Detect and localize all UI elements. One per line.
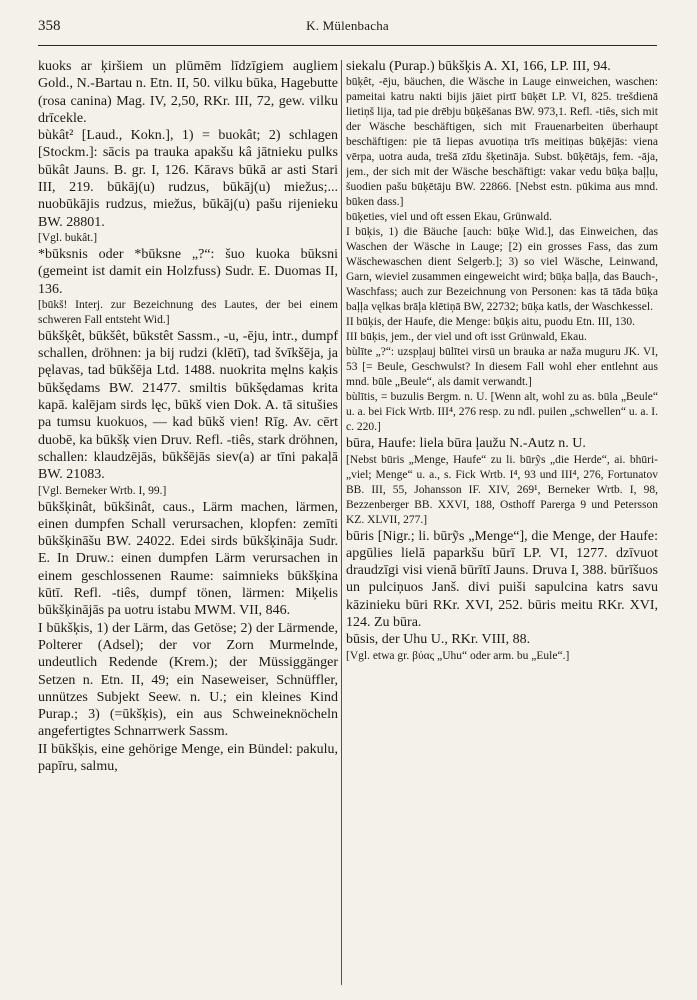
dictionary-entry: [Vgl. etwa gr. βύας „Uhu“ oder arm. bu „Eule“.] (346, 649, 570, 662)
dictionary-entry: [Vgl. Berneker Wrtb. I, 99.] (38, 484, 167, 497)
dictionary-entry: būķêt, -ēju, bäuchen, die Wäsche in Lauge einweichen, waschen: pameitai katru nakti bijis jāiet pirtī būķēt LP. VI, 825. trešdienā lietiņš lija, tad pie drēbju būķēšanas BW. 973,1. Refl. -tiês, sich mit der Wäsche beschäftigen, sich mit Frauenarbeiten überhaupt beschäftigen: pie tā liepas avuotiņa trīs meitiņas būķējās: viena vērpa, uotra auda, trešā zīdu šķetināja. Subst. būķētājs, fem. -āja, jem., der sich mit der Wäsche beschäftigt: vakar vedu būķa baļļu, šuodien pašu būķētāju BW. 22866. [Nebst estn. pūkima aus mnd. būken dass.] (346, 76, 658, 209)
dictionary-entry: II būķis, der Haufe, die Menge: būķis aitu, puodu Etn. III, 130. (346, 316, 636, 329)
column-divider (341, 60, 342, 985)
header-rule (38, 45, 657, 46)
dictionary-entry: [būkš! Interj. zur Bezeichnung des Lautes, der bei einem schweren Fall entsteht Wid.] (38, 298, 338, 326)
dictionary-entry: būra, Haufe: liela būra ļaužu N.-Autz n. U. (346, 436, 586, 452)
running-title: K. Mülenbacha (306, 18, 389, 33)
dictionary-entry: būsis, der Uhu U., RKr. VIII, 88. (346, 632, 531, 648)
dictionary-entry: bùkât² [Laud., Kokn.], 1) = buokât; 2) schlagen [Stockm.]: sācis pa trauka apakšu kâ jātnieku pulks būkât Jauns. B. gr. I, 126. Kāravs būkā ar asti Stari III, 219. būkāj(u) rudzus, būkāj(u) miežus;... nuobūkājis rudzus, miežus, būkāj(u) pašu rijenieku BW. 28801. (38, 128, 338, 230)
page-header (38, 18, 657, 42)
dictionary-entry: III būķis, jem., der viel und oft isst Grünwald, Ekau. (346, 331, 587, 344)
dictionary-entry: būris [Nigr.; li. būrỹs „Menge“], die Menge, der Haufe: apgūlies lielā paparkšu būrī LP. VI, 1277. dzīvuot draudzīgi visi vienā būrītī Jauns. Druva I, 388. būrīšuos un pulciņuos Janš. divi puiši sapulcina katrs savu kāzinieku būri RKr. XVI, 252. būris meitu RKr. XVI, 124. Zu būra. (346, 528, 658, 631)
dictionary-entry: kuoks ar ķiršiem un plūmēm līdzīgiem augliem Gold., N.-Bartau n. Etn. II, 50. vilku būka, Hagebutte (rosa canina) Mag. IV, 2,50, RKr. III, 72, gew. vilku drīcekle. (38, 59, 338, 126)
dictionary-entry: [Vgl. bukât.] (38, 231, 98, 244)
dictionary-entry: siekalu (Purap.) būkšķis A. XI, 166, LP. III, 94. (346, 59, 611, 74)
dictionary-entry: būkšķinât, būkšinât, caus., Lärm machen, lärmen, einen dumpfen Schall verursachen, klopfen: zemīti būkšķināšu BW. 24022. Edei sirds būkšķināja Sudr. E. In Druw.: einen dumpfen Lärm verursachen in einem geschlossenen Raume: saimnieks būkšķina kūtī. Refl. -tiês, dumpf tönen, lärmen: Miķelis būkšķinājās pa uotru istabu MWM. VII, 846. (38, 499, 338, 619)
page-number: 358 (38, 18, 61, 34)
dictionary-entry: būkšķêt, būkšêt, būkstêt Sassm., -u, -ēju, intr., dumpf schallen, dröhnen: ja bij rudzi (klētī), tad švīkšēja, ja pęlavas, tad būkšēja Ltd. 1488. nuokrita męlns kaķis būkšędams BW. 21477. smiltis būkšędamas krita kapā. kalējam sirds lęc, būkš vien Dok. A. tā situšies pa tumsu kuokuos, — kad būkš vien! Rīg. Av. cērt duobē, ka būkšķ vien Druv. Refl. -tiês, stark dröhnen, schallen: klaudzējās, būkšējās siev(a) ar tīni pakaļā BW. 21083. (38, 328, 338, 483)
dictionary-entry: I būķis, 1) die Bäuche [auch: būķe Wid.], das Einweichen, das Waschen der Wäsche in Lauge; [2) ein grosses Fass, das zum Wäschewaschen dient Selgerb.]; 3) so viel Wäsche, Leinwand, Garn, wieviel zusammen eingeweicht wird; būķa baļļa, das Bauch-, Waschfass; auch zur Bezeichnung von Personen: kas tā tāda būķa baļļa vęlkas brāļa klētiņā BW, 22732; būķa katls, der Waschkessel. (346, 226, 658, 314)
dictionary-entry: [Nebst būris „Menge, Haufe“ zu li. būrỹs „die Herde“, ai. bhūri- „viel; Menge“ u. a., s. Fick Wrtb. I⁴, 93 und III⁴, 276, Fortunatov BB. III, 55, Johansson IF. XIV, 269¹, Berneker Wrtb. I, 98, Bezzenberger BB. XXVI, 188, Osthoff Parerga 9 und Petersson KZ. XLVII, 277.] (346, 453, 658, 526)
left-column (38, 58, 338, 990)
right-column (346, 58, 658, 990)
dictionary-entry: I būkšķis, 1) der Lärm, das Getöse; 2) der Lärmende, Polterer (Adsel); der vor Zorn Murmelnde, undeutlich Redende (Krem.); der Müssiggänger Setzen n. Etn. II, 49; ein Naseweiser, Schnüffler, unnützes Subjekt Seew. n. U.; ein kleines Kind Purap.; 3) (=ūkšķis), ein aus Schweineknöcheln angefertigtes Schnarrwerk Sassm. (38, 620, 338, 740)
dictionary-entry: bùlītis, = buzulis Bergm. n. U. [Wenn alt, wohl zu as. būla „Beule“ u. a. bei Fick Wrtb. III⁴, 276 resp. zu ndl. puilen „schwellen“ u. a. I. c. 220.] (346, 391, 658, 434)
dictionary-entry: II būkšķis, eine gehörige Menge, ein Bündel: pakulu, papīru, salmu, (38, 741, 338, 774)
dictionary-entry: būķeties, viel und oft essen Ekau, Grünwald. (346, 211, 552, 224)
dictionary-entry: *būksnis oder *būksne „?“: šuo kuoka būksni (gemeint ist damit ein Holzfuss) Sudr. E. Duomas II, 136. (38, 246, 338, 297)
dictionary-entry: bùlīte „?“: uzspļauj būlītei virsū un brauka ar naža muguru JK. VI, 53 [= Beule, Geschwulst? In diesem Fall wohl eher entlehnt aus mnd. būle „Beule“, als damit verwandt.] (346, 346, 658, 389)
